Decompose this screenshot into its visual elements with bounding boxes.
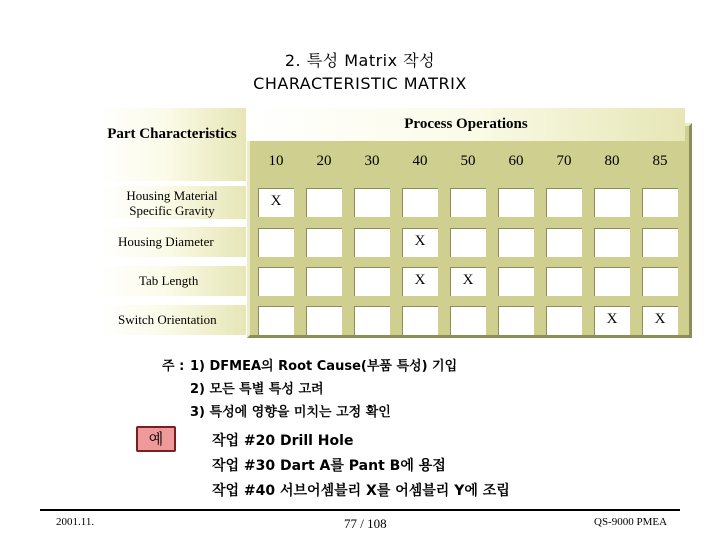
column-header-20: 20: [316, 153, 332, 169]
cell-mark: X: [462, 272, 474, 288]
column-header-10: 10: [268, 153, 284, 169]
matrix-cell: [258, 228, 294, 257]
matrix-cell: [258, 306, 294, 335]
matrix-cell: [594, 228, 630, 257]
footer-date: 2001.11.: [56, 516, 95, 528]
matrix-cell: [498, 188, 534, 217]
column-header-85: 85: [652, 153, 668, 169]
column-header-70: 70: [556, 153, 572, 169]
example-step: 작업 #20 Drill Hole: [212, 433, 354, 449]
note-item: 1) DFMEA의 Root Cause(부품 특성) 기입: [190, 359, 458, 374]
matrix-cell: [306, 228, 342, 257]
matrix-cell: [306, 188, 342, 217]
matrix-cell: [546, 188, 582, 217]
example-step: 작업 #40 서브어셈블리 X를 어셈블리 Y에 조립: [212, 483, 510, 499]
matrix-cell: [642, 188, 678, 217]
matrix-cell: [498, 228, 534, 257]
matrix-cell: [354, 188, 390, 217]
example-step: 작업 #30 Dart A를 Pant B에 용접: [212, 458, 446, 474]
page-subtitle: CHARACTERISTIC MATRIX: [253, 74, 467, 93]
matrix-cell: [546, 228, 582, 257]
row-label-switch-orientation: Switch Orientation: [98, 305, 246, 335]
footer-page-number: 77 / 108: [344, 516, 387, 531]
cell-mark: X: [414, 233, 426, 249]
column-header-80: 80: [604, 153, 620, 169]
matrix-cell: [402, 306, 438, 335]
footer-divider: [40, 509, 680, 511]
matrix-cell: [594, 188, 630, 217]
note-item: 3) 특성에 영향을 미치는 고정 확인: [190, 405, 391, 420]
footer-document-id: QS-9000 PMEA: [594, 516, 668, 528]
cell-mark: X: [654, 311, 666, 327]
example-badge: 예: [136, 426, 176, 452]
column-header-40: 40: [412, 153, 428, 169]
matrix-cell: [258, 267, 294, 296]
column-header-50: 50: [460, 153, 476, 169]
matrix-cell: [354, 267, 390, 296]
row-label-housing-diameter: Housing Diameter: [98, 227, 246, 257]
column-header-30: 30: [364, 153, 380, 169]
row-label-tab-length: Tab Length: [98, 266, 246, 296]
matrix-cell: [354, 306, 390, 335]
notes-prefix: 주 :: [162, 359, 185, 374]
row-label-housing-material: Housing Material Specific Gravity: [98, 186, 246, 219]
column-header-60: 60: [508, 153, 524, 169]
matrix-cell: [450, 188, 486, 217]
matrix-cell: [642, 228, 678, 257]
matrix-cell: [354, 228, 390, 257]
matrix-cell: [306, 267, 342, 296]
matrix-cell: [306, 306, 342, 335]
matrix-cell: [450, 228, 486, 257]
page-title: 2. 특성 Matrix 작성: [284, 51, 436, 70]
cell-mark: X: [270, 193, 282, 209]
cell-mark: X: [606, 311, 618, 327]
matrix-cell: [594, 267, 630, 296]
matrix-cell: [498, 267, 534, 296]
matrix-cell: [450, 306, 486, 335]
matrix-cell: [546, 267, 582, 296]
matrix-cell: [498, 306, 534, 335]
note-item: 2) 모든 특별 특성 고려: [190, 382, 324, 397]
matrix-cell: [642, 267, 678, 296]
cell-mark: X: [414, 272, 426, 288]
matrix-cell: [402, 188, 438, 217]
process-operations-header: Process Operations: [247, 108, 685, 141]
part-characteristics-header: Part Characteristics: [98, 108, 246, 181]
matrix-cell: [546, 306, 582, 335]
